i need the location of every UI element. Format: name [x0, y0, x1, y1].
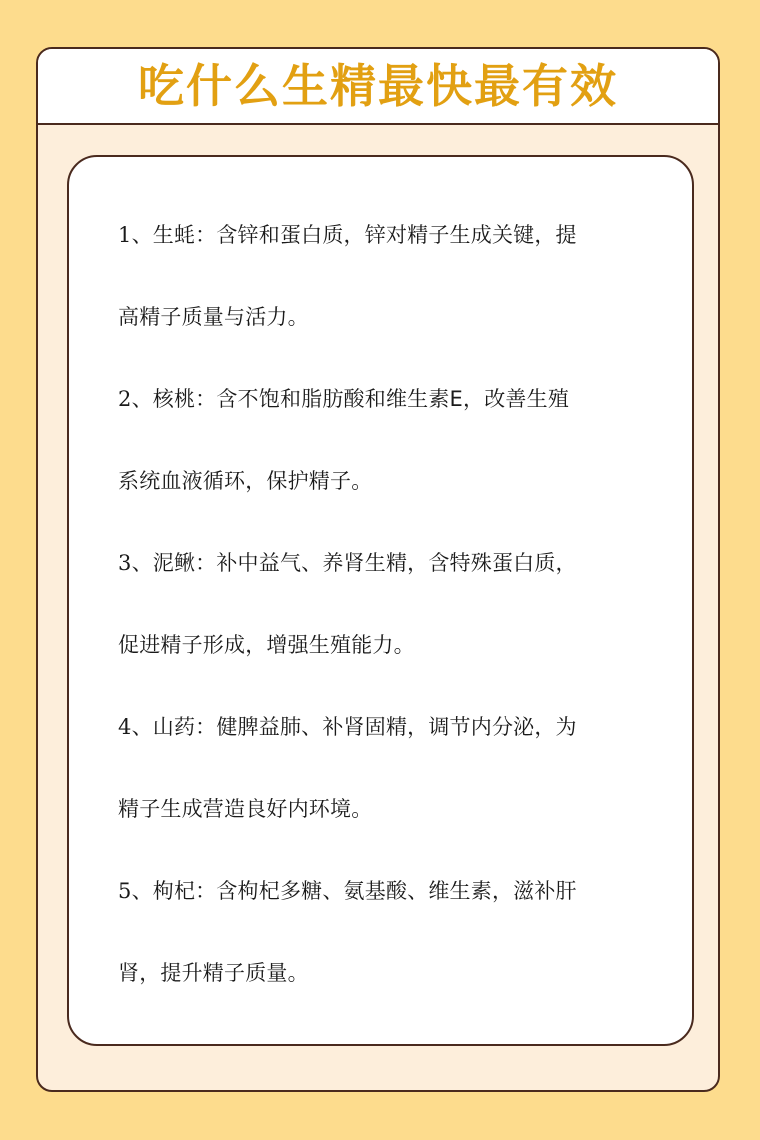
item-line: 、核桃：含不饱和脂肪酸和维生素E，改善生殖: [131, 387, 570, 411]
item-line: 、山药：健脾益肺、补肾固精，调节内分泌，为: [131, 715, 577, 739]
list-item: [118, 543, 658, 707]
title-bar: [38, 49, 718, 125]
item-number: 2: [118, 387, 132, 411]
list-item: [118, 215, 658, 379]
food-list: [118, 215, 658, 993]
item-line: 肾，提升精子质量。: [118, 961, 309, 985]
list-item: [118, 379, 658, 543]
item-line: 、生蚝：含锌和蛋白质，锌对精子生成关键，提: [131, 223, 577, 247]
item-line: 、枸杞：含枸杞多糖、氨基酸、维生素，滋补肝: [131, 879, 577, 903]
item-line: 、泥鳅：补中益气、养肾生精，含特殊蛋白质，: [131, 551, 577, 575]
item-line: 促进精子形成，增强生殖能力。: [118, 633, 415, 657]
page-title: 吃什么生精最快最有效: [138, 59, 618, 113]
list-item: [118, 871, 658, 993]
item-number: 4: [118, 715, 132, 739]
item-number: 3: [118, 551, 132, 575]
item-number: 1: [118, 223, 132, 247]
item-line: 高精子质量与活力。: [118, 305, 309, 329]
item-number: 5: [118, 879, 132, 903]
list-item: [118, 707, 658, 871]
item-line: 系统血液循环，保护精子。: [118, 469, 373, 493]
item-line: 精子生成营造良好内环境。: [118, 797, 373, 821]
